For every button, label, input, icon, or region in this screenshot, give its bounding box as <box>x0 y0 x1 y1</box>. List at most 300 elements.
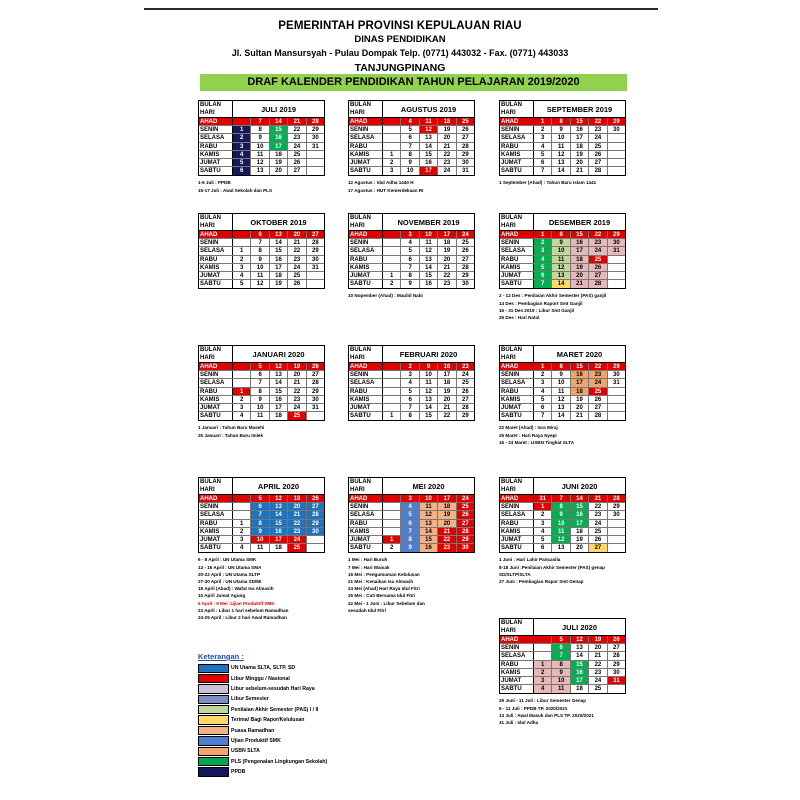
week-row <box>500 520 625 528</box>
bulan-label: BULAN <box>501 102 522 108</box>
date-cell: 25 <box>589 685 607 693</box>
day-name: SENIN <box>349 503 383 510</box>
date-cell: 13 <box>420 520 438 527</box>
date-cell <box>233 363 251 370</box>
date-cell: 2 <box>534 239 552 246</box>
week-row <box>500 511 625 519</box>
date-cell <box>383 143 401 150</box>
day-name: SELASA <box>500 247 534 254</box>
date-cell: 15 <box>420 412 438 420</box>
day-name: RABU <box>349 256 383 263</box>
date-cell: 11 <box>251 272 269 279</box>
date-cell: 10 <box>251 264 269 271</box>
date-cell: 14 <box>270 379 288 386</box>
date-cell <box>608 520 625 527</box>
hari-label: HARI <box>501 110 516 116</box>
week-row <box>199 520 324 528</box>
day-name: AHAD <box>500 636 534 643</box>
date-cell: 22 <box>288 388 306 395</box>
date-cell: 29 <box>612 661 620 668</box>
date-cell: 24 <box>461 372 469 379</box>
date-cell <box>233 118 251 125</box>
date-cell: 21 <box>438 264 456 271</box>
date-cell: 27 <box>461 256 469 263</box>
week-row <box>500 371 625 379</box>
month-calendar <box>348 213 475 300</box>
date-cell: 18 <box>270 272 288 279</box>
legend-item <box>198 746 398 756</box>
date-cell: 12 <box>270 495 288 502</box>
month-header <box>500 214 625 231</box>
bulan-label: BULAN <box>200 102 221 108</box>
bulan-label: BULAN <box>350 215 371 221</box>
government-title: PEMERINTAH PROVINSI KEPULAUAN RIAU <box>278 20 522 32</box>
legend-label: Libur Semester <box>231 696 269 703</box>
date-cell: 3 <box>401 495 419 502</box>
date-cell: 7 <box>251 379 269 386</box>
note-line: 16 - 24 Maret : USBN Tingkat SLTA <box>499 439 575 445</box>
date-cell: 6 <box>251 231 269 238</box>
date-cell: 20 <box>438 396 456 403</box>
month-calendar <box>198 100 325 194</box>
note-line: 20-22 April : UN Utama SLTP <box>198 571 261 577</box>
date-cell: 7 <box>401 143 419 150</box>
date-cell: 23 <box>288 528 306 535</box>
date-cell: 9 <box>401 159 419 166</box>
bulan-hari-label <box>500 346 534 362</box>
day-name: AHAD <box>349 118 383 125</box>
date-cell: 16 <box>420 159 438 166</box>
week-row <box>199 379 324 387</box>
week-row <box>500 528 625 536</box>
date-cell: 26 <box>461 127 469 134</box>
month-notes <box>499 292 626 321</box>
day-name: KAMIS <box>500 151 534 158</box>
day-name: KAMIS <box>349 264 383 271</box>
date-cell: 12 <box>420 511 438 518</box>
week-row <box>500 404 625 412</box>
day-name: AHAD <box>349 495 383 502</box>
date-cell: 3 <box>233 143 251 150</box>
date-cell: 17 <box>270 264 288 271</box>
day-name: SABTU <box>349 412 383 420</box>
date-cell: 9 <box>251 134 269 141</box>
date-cell: 22 <box>288 126 306 133</box>
month-grid <box>499 618 626 694</box>
date-cell: 3 <box>534 379 552 386</box>
date-cell: 8 <box>251 520 269 527</box>
day-name: SABTU <box>500 685 534 693</box>
date-cell: 11 <box>420 379 438 386</box>
date-cell: 3 <box>383 167 401 175</box>
week-row <box>349 143 474 151</box>
note-line: 27-30 April : UN Utama SD/MI <box>198 578 262 584</box>
day-name: KAMIS <box>500 528 534 535</box>
month-header <box>199 478 324 495</box>
date-cell: 28 <box>612 496 620 502</box>
date-cell: 10 <box>251 536 269 543</box>
date-cell: 17 <box>438 495 456 502</box>
hari-label: HARI <box>350 110 365 116</box>
note-line: 1 September (Ahad) : Tahun Baru Islam 1441 <box>499 180 597 186</box>
day-name: JUMAT <box>500 159 534 166</box>
day-name: RABU <box>199 388 233 395</box>
date-cell: 20 <box>571 272 589 279</box>
city-title: TANJUNGPINANG <box>354 62 446 74</box>
date-cell: 24 <box>461 232 469 238</box>
week-row <box>199 126 324 134</box>
date-cell: 3 <box>233 264 251 271</box>
date-cell: 20 <box>571 159 589 166</box>
date-cell: 12 <box>251 280 269 288</box>
month-header <box>349 478 474 495</box>
day-name: SELASA <box>349 379 383 386</box>
bulan-hari-label <box>199 101 233 117</box>
date-cell: 19 <box>571 264 589 271</box>
legend-item <box>198 715 398 725</box>
date-cell: 16 <box>571 239 589 246</box>
week-row <box>199 503 324 511</box>
date-cell: 18 <box>438 239 456 246</box>
week-row <box>199 371 324 379</box>
bulan-label: BULAN <box>501 215 522 221</box>
date-cell: 1 <box>383 272 401 279</box>
month-name: JUNI 2020 <box>561 482 598 491</box>
day-name: AHAD <box>500 495 534 502</box>
date-cell: 17 <box>571 134 589 141</box>
day-name: RABU <box>199 256 233 263</box>
date-cell: 4 <box>401 379 419 386</box>
date-cell <box>383 371 401 378</box>
date-cell: 21 <box>589 495 607 502</box>
month-notes <box>348 556 475 614</box>
month-calendar <box>348 477 475 614</box>
date-cell: 24 <box>288 143 306 150</box>
week-row <box>349 280 474 288</box>
legend-label: PLS (Pengenalan Lingkungan Sekolah) <box>231 758 328 765</box>
date-cell: 8 <box>401 412 419 420</box>
bulan-label: BULAN <box>350 347 371 353</box>
legend-label: Libur Minggu / Nasional <box>231 675 290 682</box>
date-cell: 10 <box>552 247 570 254</box>
date-cell: 5 <box>401 247 419 254</box>
week-row <box>199 247 324 255</box>
top-rule <box>144 8 658 10</box>
date-cell: 26 <box>589 264 607 271</box>
date-cell: 14 <box>420 264 438 271</box>
week-row <box>349 272 474 280</box>
day-name: SENIN <box>349 239 383 246</box>
day-name: AHAD <box>500 231 534 238</box>
date-cell: 19 <box>438 511 456 518</box>
legend-swatch <box>198 747 229 756</box>
month-header <box>349 214 474 231</box>
note-line: 10 Nopember (Ahad) : Maulid Nabi <box>348 293 423 299</box>
month-calendar <box>499 618 626 726</box>
date-cell: 4 <box>401 503 419 510</box>
week-row <box>500 118 625 126</box>
date-cell: 7 <box>401 528 419 535</box>
day-name: RABU <box>349 388 383 395</box>
date-cell: 15 <box>571 118 589 125</box>
bulan-hari-label <box>500 478 534 494</box>
date-cell: 24 <box>288 264 306 271</box>
date-cell: 24 <box>288 404 306 411</box>
note-line: SD/SLTP/SLTA <box>499 571 531 577</box>
date-cell: 7 <box>251 511 269 518</box>
date-cell: 20 <box>270 167 288 175</box>
date-cell: 19 <box>288 495 306 502</box>
date-cell: 12 <box>270 363 288 370</box>
date-cell: 7 <box>401 404 419 411</box>
date-cell <box>383 379 401 386</box>
date-cell: 2 <box>534 126 552 133</box>
date-cell: 2 <box>534 669 552 676</box>
week-row <box>349 167 474 175</box>
month-grid <box>198 345 325 421</box>
date-cell: 8 <box>552 661 570 668</box>
date-cell: 2 <box>233 528 251 535</box>
week-row <box>500 636 625 644</box>
date-cell: 11 <box>420 239 438 246</box>
date-cell: 15 <box>270 126 288 133</box>
day-name: KAMIS <box>199 151 233 158</box>
day-name: SELASA <box>349 247 383 254</box>
week-row <box>500 677 625 685</box>
date-cell: 2 <box>383 544 401 552</box>
week-row <box>349 511 474 519</box>
date-cell: 13 <box>420 134 438 141</box>
date-cell: 22 <box>589 503 607 510</box>
hari-label: HARI <box>350 487 365 493</box>
date-cell: 16 <box>420 544 438 552</box>
week-row <box>349 388 474 396</box>
date-cell: 22 <box>288 247 306 254</box>
week-row <box>500 669 625 677</box>
date-cell: 24 <box>589 677 607 684</box>
date-cell: 21 <box>571 167 589 175</box>
day-name: KAMIS <box>349 396 383 403</box>
date-cell: 7 <box>552 652 570 659</box>
date-cell: 26 <box>311 364 319 370</box>
week-row <box>500 143 625 151</box>
legend-label: PPDB <box>231 769 246 776</box>
date-cell: 6 <box>534 544 552 552</box>
day-name: SENIN <box>199 126 233 133</box>
date-cell: 13 <box>420 256 438 263</box>
legend-swatch <box>198 736 229 745</box>
date-cell: 14 <box>270 511 288 518</box>
date-cell: 11 <box>251 412 269 420</box>
date-cell: 29 <box>311 248 319 255</box>
date-cell: 25 <box>589 256 607 263</box>
date-cell: 30 <box>307 528 324 535</box>
date-cell <box>383 126 401 133</box>
date-cell: 6 <box>233 167 251 175</box>
legend-item <box>198 694 398 704</box>
week-row <box>500 159 625 167</box>
date-cell: 23 <box>438 280 456 288</box>
week-row <box>349 264 474 272</box>
date-cell: 19 <box>571 536 589 543</box>
hari-label: HARI <box>200 223 215 229</box>
note-line: 25 Mei : Cuti Bersama Idul Fitri <box>348 593 416 599</box>
date-cell: 12 <box>552 151 570 158</box>
date-cell: 29 <box>311 388 319 395</box>
date-cell: 15 <box>270 388 288 395</box>
day-name: AHAD <box>500 363 534 370</box>
date-cell: 23 <box>438 159 456 166</box>
date-cell <box>383 503 401 510</box>
date-cell: 13 <box>552 159 570 166</box>
week-row <box>500 685 625 693</box>
week-row <box>349 412 474 420</box>
date-cell: 4 <box>534 256 552 263</box>
note-line: 6 - 11 Juli : PPDB TP. 2020/2021 <box>499 705 568 711</box>
date-cell: 14 <box>270 118 288 125</box>
date-cell: 27 <box>612 645 620 652</box>
date-cell: 9 <box>401 544 419 552</box>
week-row <box>349 159 474 167</box>
date-cell: 7 <box>251 239 269 246</box>
date-cell: 1 <box>233 520 251 527</box>
week-row <box>199 536 324 544</box>
date-cell <box>383 118 401 125</box>
week-row <box>199 167 324 175</box>
day-name: SABTU <box>199 167 233 175</box>
date-cell: 18 <box>270 412 288 420</box>
date-cell: 27 <box>457 520 474 527</box>
date-cell: 15 <box>420 151 438 158</box>
date-cell: 12 <box>251 159 269 166</box>
month-notes <box>499 179 626 186</box>
date-cell: 17 <box>438 371 456 378</box>
date-cell: 1 <box>383 412 401 420</box>
date-cell: 4 <box>233 544 251 552</box>
day-name: SELASA <box>500 652 534 659</box>
day-name: JUMAT <box>500 272 534 279</box>
legend-swatch <box>198 726 229 735</box>
date-cell: 2 <box>383 280 401 288</box>
legend-swatch <box>198 684 229 693</box>
date-cell: 30 <box>461 159 469 166</box>
date-cell: 30 <box>608 239 625 246</box>
date-cell: 22 <box>589 363 607 370</box>
month-calendar <box>198 213 325 289</box>
day-name: SABTU <box>199 280 233 288</box>
month-name: JULI 2019 <box>260 105 297 114</box>
date-cell <box>383 363 401 370</box>
day-name: SABTU <box>500 167 534 175</box>
date-cell: 20 <box>438 520 456 527</box>
day-name: JUMAT <box>500 404 534 411</box>
date-cell: 6 <box>251 371 269 378</box>
date-cell: 8 <box>251 388 269 395</box>
document-title: DRAF KALENDER PENDIDIKAN TAHUN PELAJARAN 2019/2020 <box>200 74 627 91</box>
date-cell: 12 <box>552 536 570 543</box>
date-cell: 19 <box>288 363 306 370</box>
date-cell: 14 <box>552 167 570 175</box>
date-cell: 16 <box>270 256 288 263</box>
date-cell: 23 <box>589 669 607 676</box>
date-cell: 7 <box>534 412 552 420</box>
date-cell <box>383 256 401 263</box>
day-name: RABU <box>349 520 383 527</box>
date-cell <box>233 503 251 510</box>
legend-swatch <box>198 674 229 683</box>
day-name: JUMAT <box>199 272 233 279</box>
date-cell: 17 <box>270 536 288 543</box>
legend-label: Libur sebelum-sesudah Hari Raya <box>231 685 315 692</box>
date-cell: 25 <box>461 380 469 387</box>
date-cell: 22 <box>438 151 456 158</box>
date-cell <box>383 511 401 518</box>
note-line: 22 Maret (Ahad) : Isra Miraj <box>499 425 558 431</box>
date-cell: 24 <box>589 520 607 527</box>
date-cell: 5 <box>233 159 251 166</box>
date-cell <box>608 544 625 552</box>
date-cell: 26 <box>461 388 469 395</box>
date-cell: 7 <box>534 167 552 175</box>
note-line: 18 April (Abad) : Wafat Isa Almasih <box>198 586 274 592</box>
hari-label: HARI <box>200 487 215 493</box>
date-cell: 10 <box>552 379 570 386</box>
note-line: 25 Des : Hari Natal <box>499 314 540 320</box>
note-line: sesudah Idul Fitri <box>348 607 387 613</box>
date-cell <box>608 685 625 693</box>
month-notes <box>198 424 325 438</box>
date-cell: 6 <box>401 396 419 403</box>
date-cell: 4 <box>534 528 552 535</box>
week-row <box>500 536 625 544</box>
month-notes <box>198 556 325 621</box>
legend-swatch <box>198 757 229 766</box>
day-name: SABTU <box>349 280 383 288</box>
note-line: 21 Mei : Kenaikan Isa Almasih <box>348 578 414 584</box>
date-cell: 3 <box>534 520 552 527</box>
date-cell: 27 <box>288 167 306 175</box>
bulan-label: BULAN <box>501 479 522 485</box>
date-cell: 2 <box>383 159 401 166</box>
day-name: AHAD <box>199 495 233 502</box>
date-cell: 21 <box>438 143 456 150</box>
date-cell: 10 <box>420 371 438 378</box>
week-row <box>199 396 324 404</box>
day-name: JUMAT <box>349 536 383 543</box>
date-cell: 14 <box>552 280 570 288</box>
date-cell: 8 <box>401 151 419 158</box>
month-header <box>500 346 625 363</box>
date-cell: 29 <box>457 536 474 543</box>
date-cell: 23 <box>589 511 607 518</box>
date-cell: 9 <box>552 126 570 133</box>
legend-label: Puasa Ramadhan <box>231 727 275 734</box>
date-cell: 11 <box>552 256 570 263</box>
date-cell: 28 <box>612 653 620 660</box>
legend-swatch <box>198 715 229 724</box>
week-row <box>199 404 324 412</box>
date-cell: 15 <box>420 536 438 543</box>
hari-label: HARI <box>350 355 365 361</box>
date-cell: 21 <box>288 379 306 386</box>
note-line: 8-18 Juni :Penilaian Akhir Semester (PAS) genap <box>499 564 605 570</box>
date-cell: 5 <box>233 280 251 288</box>
date-cell: 17 <box>571 520 589 527</box>
month-name: FEBRUARI 2020 <box>399 350 458 359</box>
week-row <box>199 363 324 371</box>
date-cell: 4 <box>534 143 552 150</box>
month-grid <box>348 213 475 289</box>
